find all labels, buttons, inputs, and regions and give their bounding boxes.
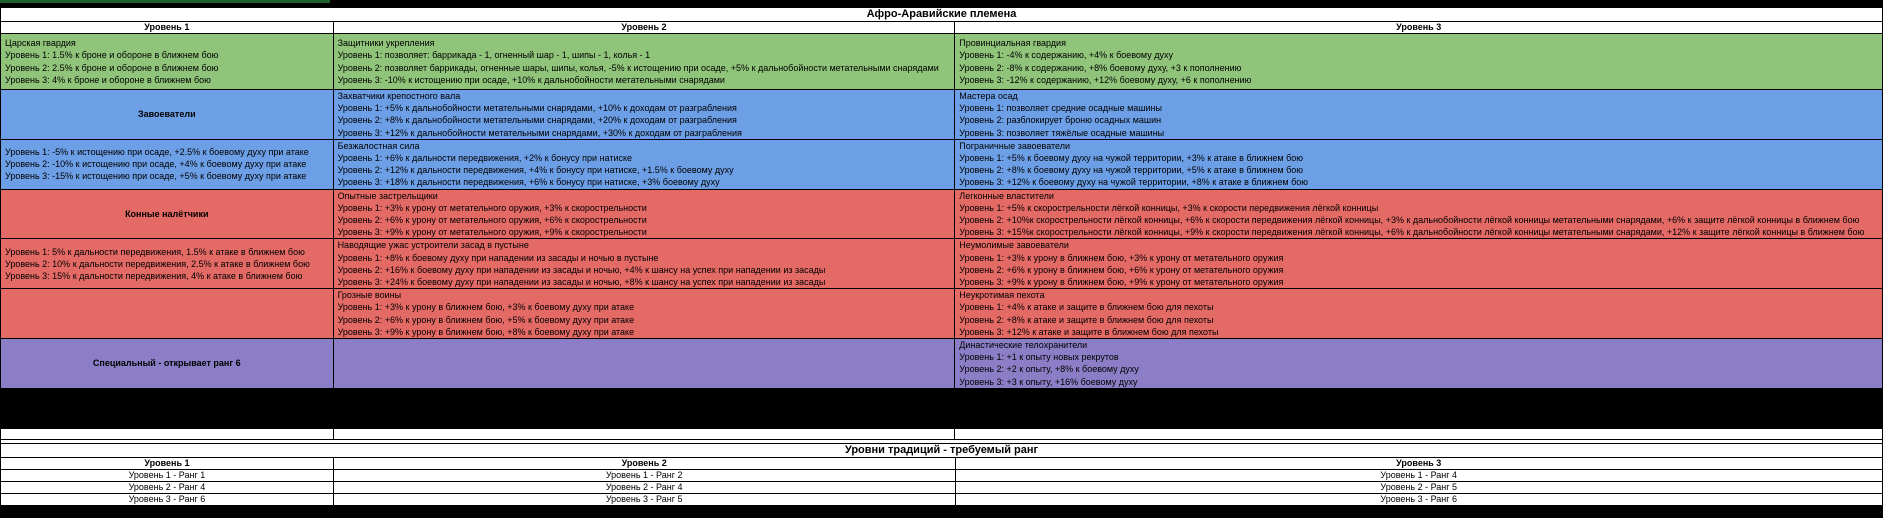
- cell-level-2: [333, 239, 955, 289]
- perk-level-line: Уровень 2: разблокирует броню осадных машин: [959, 115, 1162, 126]
- cell-level-2: [333, 90, 955, 140]
- perk-level-line: Уровень 3: +9% к урону в ближнем бою, +8% к боевому духу при атаке: [337, 326, 635, 337]
- perk-level-line: Уровень 1: +3% к урону от метательного оружия, +3% к скорострельности: [337, 202, 647, 213]
- perk-level-line: Уровень 1: +8% к боевому духу при нападении из засады и ночью в пустыне: [337, 252, 659, 263]
- perk-level-line: Уровень 2: позволяет баррикады, огненные шары, шипы, колья, -5% к истощению при осаде, +5% к дальнобойности метательными снарядами: [337, 62, 939, 73]
- perk-level-line: Уровень 1: +3% к урону в ближнем бою, +3% к боевому духу при атаке: [337, 302, 635, 313]
- table-row: [1, 139, 1883, 189]
- perk-level-line: Уровень 3: +12% к боевому духу на чужой территории, +8% к атаке в ближнем бою: [959, 177, 1309, 188]
- traditions-row: [1, 470, 1883, 482]
- cell-level-3: [955, 34, 1883, 90]
- perk-level-line: Уровень 3: +24% к боевому духу при нападении из засады и ночью, +8% к шансу на успех при нападении из засады: [337, 277, 826, 288]
- perk-level-line: Уровень 2: -8% к содержанию, +8% боевому духу, +3 к пополнению: [959, 62, 1242, 73]
- table-row: [1, 339, 1883, 389]
- perk-title: Мастера осад: [959, 91, 1018, 101]
- perk-level-line: Уровень 1: позволяет средние осадные машины: [959, 103, 1162, 114]
- cell-level-3: [955, 289, 1883, 339]
- traditions-header-1: Уровень 1: [1, 458, 334, 470]
- column-header-3: Уровень 3: [955, 22, 1883, 34]
- group-title: Конные налётчики: [125, 208, 209, 219]
- cell-level-3: [955, 90, 1883, 140]
- column-header-1: Уровень 1: [1, 22, 334, 34]
- cell-level-3: [955, 239, 1883, 289]
- traditions-cell: Уровень 1 - Ранг 2: [333, 470, 955, 482]
- cell-level-1: [1, 289, 334, 339]
- cell-level-1: [1, 239, 334, 289]
- perk-level-line: Уровень 2: +10%к скорострельности лёгкой конницы, +6% к скорости передвижения лёгкой конницы, +3% к дальнобойности лёгкой конницы метательными снарядами, +6% к защите лёгкой конницы в ближнем бою: [959, 215, 1860, 226]
- tribes-table: [0, 7, 1883, 389]
- cell-level-1: [1, 189, 334, 239]
- perk-title: Защитники укрепления: [337, 38, 435, 49]
- cell-level-1: [1, 90, 334, 140]
- perk-title: Царская гвардия: [5, 38, 76, 49]
- table-title: Афро-Аравийские племена: [1, 8, 1883, 22]
- traditions-table: [0, 443, 1883, 506]
- cell-level-2: [333, 34, 955, 90]
- perk-level-line: Уровень 2: +6% к урону в ближнем бою, +5% к боевому духу при атаке: [337, 314, 635, 325]
- table-row: [1, 289, 1883, 339]
- perk-level-line: Уровень 2: +8% к дальнобойности метательными снарядами, +20% к доходам от разграбления: [337, 115, 737, 126]
- perk-title: Неумолимые завоеватели: [959, 240, 1069, 251]
- perk-level-line: Уровень 1: +4% к атаке и защите в ближнем бою для пехоты: [959, 302, 1214, 313]
- table-row: [1, 239, 1883, 289]
- perk-level-line: Уровень 2: 2.5% к броне и обороне в ближнем бою: [5, 62, 219, 73]
- traditions-title: Уровни традиций - требуемый ранг: [1, 444, 1883, 458]
- cell-level-1: [1, 339, 334, 389]
- perk-level-line: Уровень 1: +3% к урону в ближнем бою, +3% к урону от метательного оружия: [959, 252, 1284, 263]
- top-bar-accent: [0, 0, 330, 3]
- perk-level-line: Уровень 2: +2 к опыту, +8% к боевому духу: [959, 364, 1139, 375]
- perk-title: Легконные властители: [959, 190, 1054, 201]
- perk-level-line: Уровень 2: +12% к дальности передвижения, +4% к бонусу при натиске, +1.5% к боевому духу: [337, 165, 734, 176]
- cell-level-1: [1, 139, 334, 189]
- traditions-cell: Уровень 2 - Ранг 5: [955, 482, 1883, 494]
- cell-level-3: [955, 189, 1883, 239]
- traditions-cell: Уровень 1 - Ранг 4: [955, 470, 1883, 482]
- perk-level-line: Уровень 2: +16% к боевому духу при нападении из засады и ночью, +4% к шансу на успех при нападении из засады: [337, 264, 826, 275]
- perk-level-line: Уровень 2: 10% к дальности передвижения, 2.5% к атаке в ближнем бою: [5, 258, 310, 269]
- traditions-row: [1, 482, 1883, 494]
- top-bar: [0, 0, 1883, 7]
- perk-level-line: Уровень 1: позволяет: баррикада - 1, огненный шар - 1, шипы - 1, колья - 1: [337, 50, 651, 61]
- perk-level-line: Уровень 1: -5% к истощению при осаде, +2.5% к боевому духу при атаке: [5, 146, 309, 157]
- table-row: [1, 90, 1883, 140]
- perk-level-line: Уровень 1: +5% к скорострельности лёгкой конницы, +3% к скорости передвижения лёгкой конницы: [959, 202, 1379, 213]
- perk-level-line: Уровень 2: +6% к урону в ближнем бою, +6% к урону от метательного оружия: [959, 264, 1284, 275]
- perk-level-line: Уровень 1: +5% к боевому духу на чужой территории, +3% к атаке в ближнем бою: [959, 153, 1304, 164]
- perk-level-line: Уровень 3: +9% к урону от метательного оружия, +9% к скорострельности: [337, 227, 647, 238]
- perk-level-line: Уровень 3: -12% к содержанию, +12% боевому духу, +6 к пополнению: [959, 74, 1252, 85]
- perk-title: Пограничные завоеватели: [959, 140, 1071, 151]
- spacer-cell: [955, 429, 1883, 440]
- column-header-2: Уровень 2: [333, 22, 955, 34]
- cell-level-2: [333, 189, 955, 239]
- perk-level-line: Уровень 3: -15% к истощению при осаде, +5% к боевому духу при атаке: [5, 171, 307, 182]
- cell-level-2: [333, 339, 955, 389]
- perk-level-line: Уровень 1: -4% к содержанию, +4% к боевому духу: [959, 50, 1173, 61]
- perk-level-line: Уровень 3: позволяет тяжёлые осадные машины: [959, 127, 1165, 138]
- traditions-header-3: Уровень 3: [955, 458, 1883, 470]
- cell-level-3: [955, 339, 1883, 389]
- perk-level-line: Уровень 1: +5% к дальнобойности метательными снарядами, +10% к доходам от разграбления: [337, 103, 737, 114]
- perk-title: Провинциальная гвардия: [959, 38, 1066, 49]
- table-row: [1, 189, 1883, 239]
- traditions-cell: Уровень 3 - Ранг 6: [955, 494, 1883, 506]
- perk-title: Династические телохранители: [959, 340, 1088, 351]
- perk-level-line: Уровень 1: +6% к дальности передвижения, +2% к бонусу при натиске: [337, 153, 633, 164]
- table-row: [1, 34, 1883, 90]
- group-title: Специальный - открывает ранг 6: [92, 358, 241, 369]
- perk-level-line: Уровень 3: +18% к дальности передвижения, +6% к бонусу при натиске, +3% боевому духу: [337, 177, 720, 188]
- cell-level-3: [955, 139, 1883, 189]
- perk-level-line: Уровень 1: 1.5% к броне и обороне в ближнем бою: [5, 50, 219, 61]
- traditions-cell: Уровень 2 - Ранг 4: [333, 482, 955, 494]
- traditions-header-2: Уровень 2: [333, 458, 955, 470]
- perk-title: Грозные воины: [337, 290, 402, 301]
- perk-level-line: Уровень 3: +15%к скорострельности лёгкой конницы, +9% к скорости передвижения лёгкой конницы, +6% к дальнобойности лёгкой конницы метательными снарядами, +12% к защите лёгкой конницы в ближнем бою: [959, 227, 1865, 238]
- cell-level-2: [333, 139, 955, 189]
- cell-level-1: [1, 34, 334, 90]
- traditions-cell: Уровень 2 - Ранг 4: [1, 482, 334, 494]
- perk-level-line: Уровень 3: +12% к дальнобойности метательными снарядами, +30% к доходам от разграбления: [337, 127, 742, 138]
- perk-level-line: Уровень 1: +1 к опыту новых рекрутов: [959, 352, 1119, 363]
- traditions-cell: Уровень 3 - Ранг 6: [1, 494, 334, 506]
- perk-level-line: Уровень 3: +3 к опыту, +16% боевому духу: [959, 376, 1138, 387]
- perk-level-line: Уровень 3: 15% к дальности передвижения, 4% к атаке в ближнем бою: [5, 270, 303, 281]
- spacer-cell: [333, 429, 955, 440]
- perk-level-line: Уровень 3: +12% к атаке и защите в ближнем бою для пехоты: [959, 326, 1219, 337]
- traditions-cell: Уровень 1 - Ранг 1: [1, 470, 334, 482]
- perk-title: Безжалостная сила: [337, 140, 420, 151]
- perk-level-line: Уровень 3: -10% к истощению при осаде, +10% к дальнобойности метательными снарядами: [337, 74, 725, 85]
- perk-title: Наводящие ужас устроители засад в пустыне: [337, 240, 529, 251]
- traditions-cell: Уровень 3 - Ранг 5: [333, 494, 955, 506]
- cell-level-2: [333, 289, 955, 339]
- spacer-cell: [1, 429, 334, 440]
- perk-level-line: Уровень 3: +9% к урону в ближнем бою, +9% к урону от метательного оружия: [959, 277, 1284, 288]
- perk-level-line: Уровень 2: -10% к истощению при осаде, +4% к боевому духу при атаке: [5, 159, 307, 170]
- perk-level-line: Уровень 2: +8% к боевому духу на чужой территории, +5% к атаке в ближнем бою: [959, 165, 1304, 176]
- perk-title: Неукротимая пехота: [959, 290, 1045, 301]
- perk-title: Захватчики крепостного вала: [337, 91, 461, 101]
- group-title: Завоеватели: [137, 109, 196, 120]
- perk-level-line: Уровень 2: +6% к урону от метательного оружия, +6% к скорострельности: [337, 215, 647, 226]
- perk-level-line: Уровень 2: +8% к атаке и защите в ближнем бою для пехоты: [959, 314, 1214, 325]
- perk-title: Опытные застрельщики: [337, 190, 438, 201]
- traditions-row: [1, 494, 1883, 506]
- perk-level-line: Уровень 3: 4% к броне и обороне в ближнем бою: [5, 74, 211, 85]
- perk-level-line: Уровень 1: 5% к дальности передвижения, 1.5% к атаке в ближнем бою: [5, 246, 305, 257]
